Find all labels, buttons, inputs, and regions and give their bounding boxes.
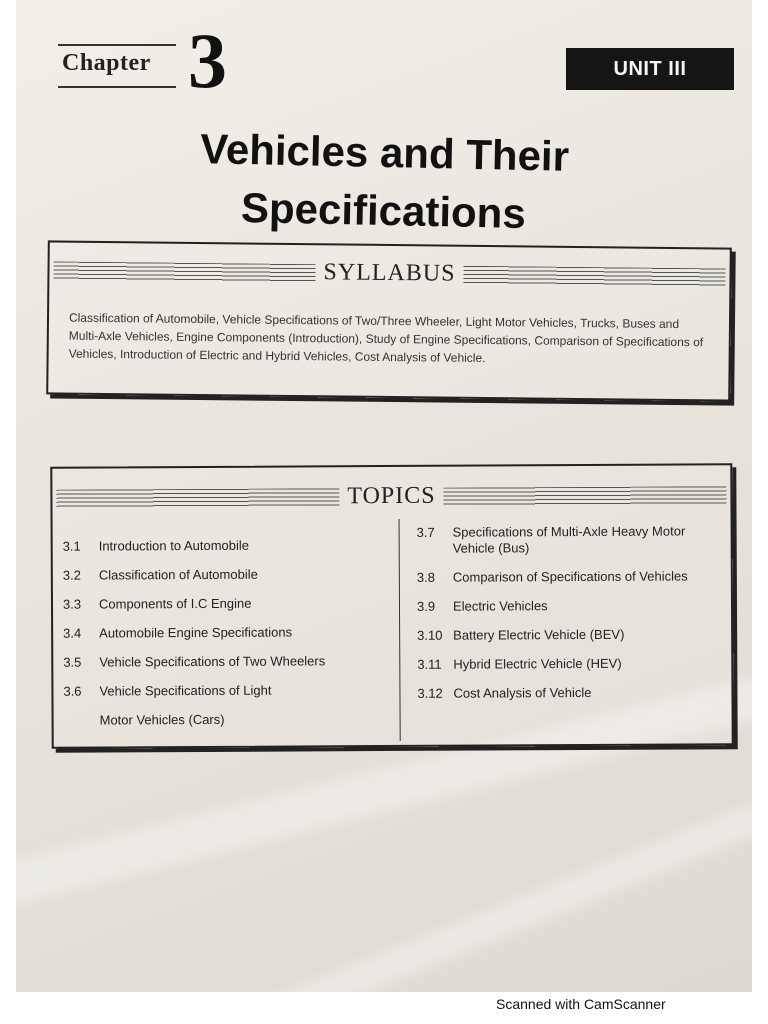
chapter-title-line2: Specifications bbox=[240, 184, 527, 237]
topic-number: 3.10 bbox=[417, 627, 443, 643]
decorative-rules bbox=[53, 261, 315, 282]
topic-item bbox=[63, 653, 393, 684]
topic-label: Vehicle Specifications of Two Wheelers bbox=[99, 653, 326, 670]
topic-item bbox=[63, 624, 393, 655]
topic-label: Cost Analysis of Vehicle bbox=[453, 684, 592, 701]
scanner-watermark: Scanned with CamScanner bbox=[496, 996, 666, 1012]
topic-item bbox=[63, 595, 393, 626]
topic-item bbox=[417, 626, 717, 644]
topic-label: Classification of Automobile bbox=[98, 566, 258, 583]
topic-label: Hybrid Electric Vehicle (HEV) bbox=[453, 655, 622, 672]
topic-label: Components of I.C Engine bbox=[98, 595, 252, 612]
syllabus-heading-row bbox=[53, 256, 725, 290]
chapter-label: Chapter bbox=[62, 50, 151, 76]
topic-number: 3.8 bbox=[416, 569, 435, 585]
topics-heading-row bbox=[56, 481, 726, 512]
topic-number: 3.9 bbox=[416, 598, 436, 614]
unit-badge: UNIT III bbox=[566, 48, 734, 90]
topic-item bbox=[417, 684, 717, 702]
topic-item bbox=[417, 568, 717, 586]
topic-label: Electric Vehicles bbox=[452, 598, 548, 614]
topic-label: Automobile Engine Specifications bbox=[99, 624, 293, 641]
topic-item bbox=[417, 597, 717, 615]
topics-left-list bbox=[63, 537, 394, 742]
topic-number: 3.7 bbox=[416, 524, 435, 540]
topic-number: 3.12 bbox=[417, 685, 443, 701]
syllabus-box bbox=[46, 240, 732, 401]
decorative-rules bbox=[463, 265, 725, 286]
topic-number: 3.5 bbox=[63, 654, 82, 670]
topic-number: 3.6 bbox=[63, 683, 82, 699]
topic-label: Vehicle Specifications of Light bbox=[99, 682, 272, 699]
topic-item bbox=[64, 711, 394, 742]
decorative-rules bbox=[444, 486, 727, 505]
syllabus-text: Classification of Automobile, Vehicle Specifications of Two/Three Wheeler, Light Motor Vehicles, Trucks, Buses and Multi-Axle Vehicles, Engine Components (Introduction), Study of Engine Specifications, Comparison of Specifications of Vehicles, Introduction of Electric and Hybrid Vehicles, Cost Analysis of Vehicle. bbox=[68, 310, 704, 366]
chapter-number: 3 bbox=[188, 17, 227, 104]
topic-item bbox=[417, 523, 717, 557]
syllabus-heading: SYLLABUS bbox=[323, 259, 456, 287]
topic-label: Battery Electric Vehicle (BEV) bbox=[453, 626, 625, 643]
topic-number: 3.4 bbox=[63, 625, 82, 641]
topic-number bbox=[64, 713, 100, 742]
topic-label: Comparison of Specifications of Vehicles bbox=[452, 568, 688, 585]
topic-item bbox=[417, 655, 717, 673]
scan-footer bbox=[0, 992, 768, 1024]
chapter-title-line1: Vehicles and Their bbox=[199, 125, 570, 180]
scanned-page bbox=[16, 0, 752, 992]
topics-box bbox=[50, 463, 733, 749]
topic-number: 3.2 bbox=[62, 567, 81, 583]
topic-label: Introduction to Automobile bbox=[98, 537, 250, 554]
chapter-rule-bottom bbox=[58, 86, 176, 88]
topic-label: Specifications of Multi-Axle Heavy Motor Vehicle (Bus) bbox=[452, 523, 686, 556]
chapter-rule-top bbox=[58, 44, 176, 46]
column-divider bbox=[399, 519, 401, 741]
topics-heading: TOPICS bbox=[347, 482, 436, 510]
topic-label: Motor Vehicles (Cars) bbox=[99, 711, 225, 728]
topic-number: 3.3 bbox=[62, 596, 82, 612]
topics-right-list bbox=[417, 523, 718, 715]
topic-item bbox=[63, 682, 393, 713]
decorative-rules bbox=[56, 488, 339, 507]
topic-number: 3.1 bbox=[62, 538, 81, 554]
topic-item bbox=[63, 537, 393, 568]
topic-number: 3.11 bbox=[417, 656, 442, 672]
topic-item bbox=[63, 566, 393, 597]
chapter-title bbox=[16, 116, 752, 247]
